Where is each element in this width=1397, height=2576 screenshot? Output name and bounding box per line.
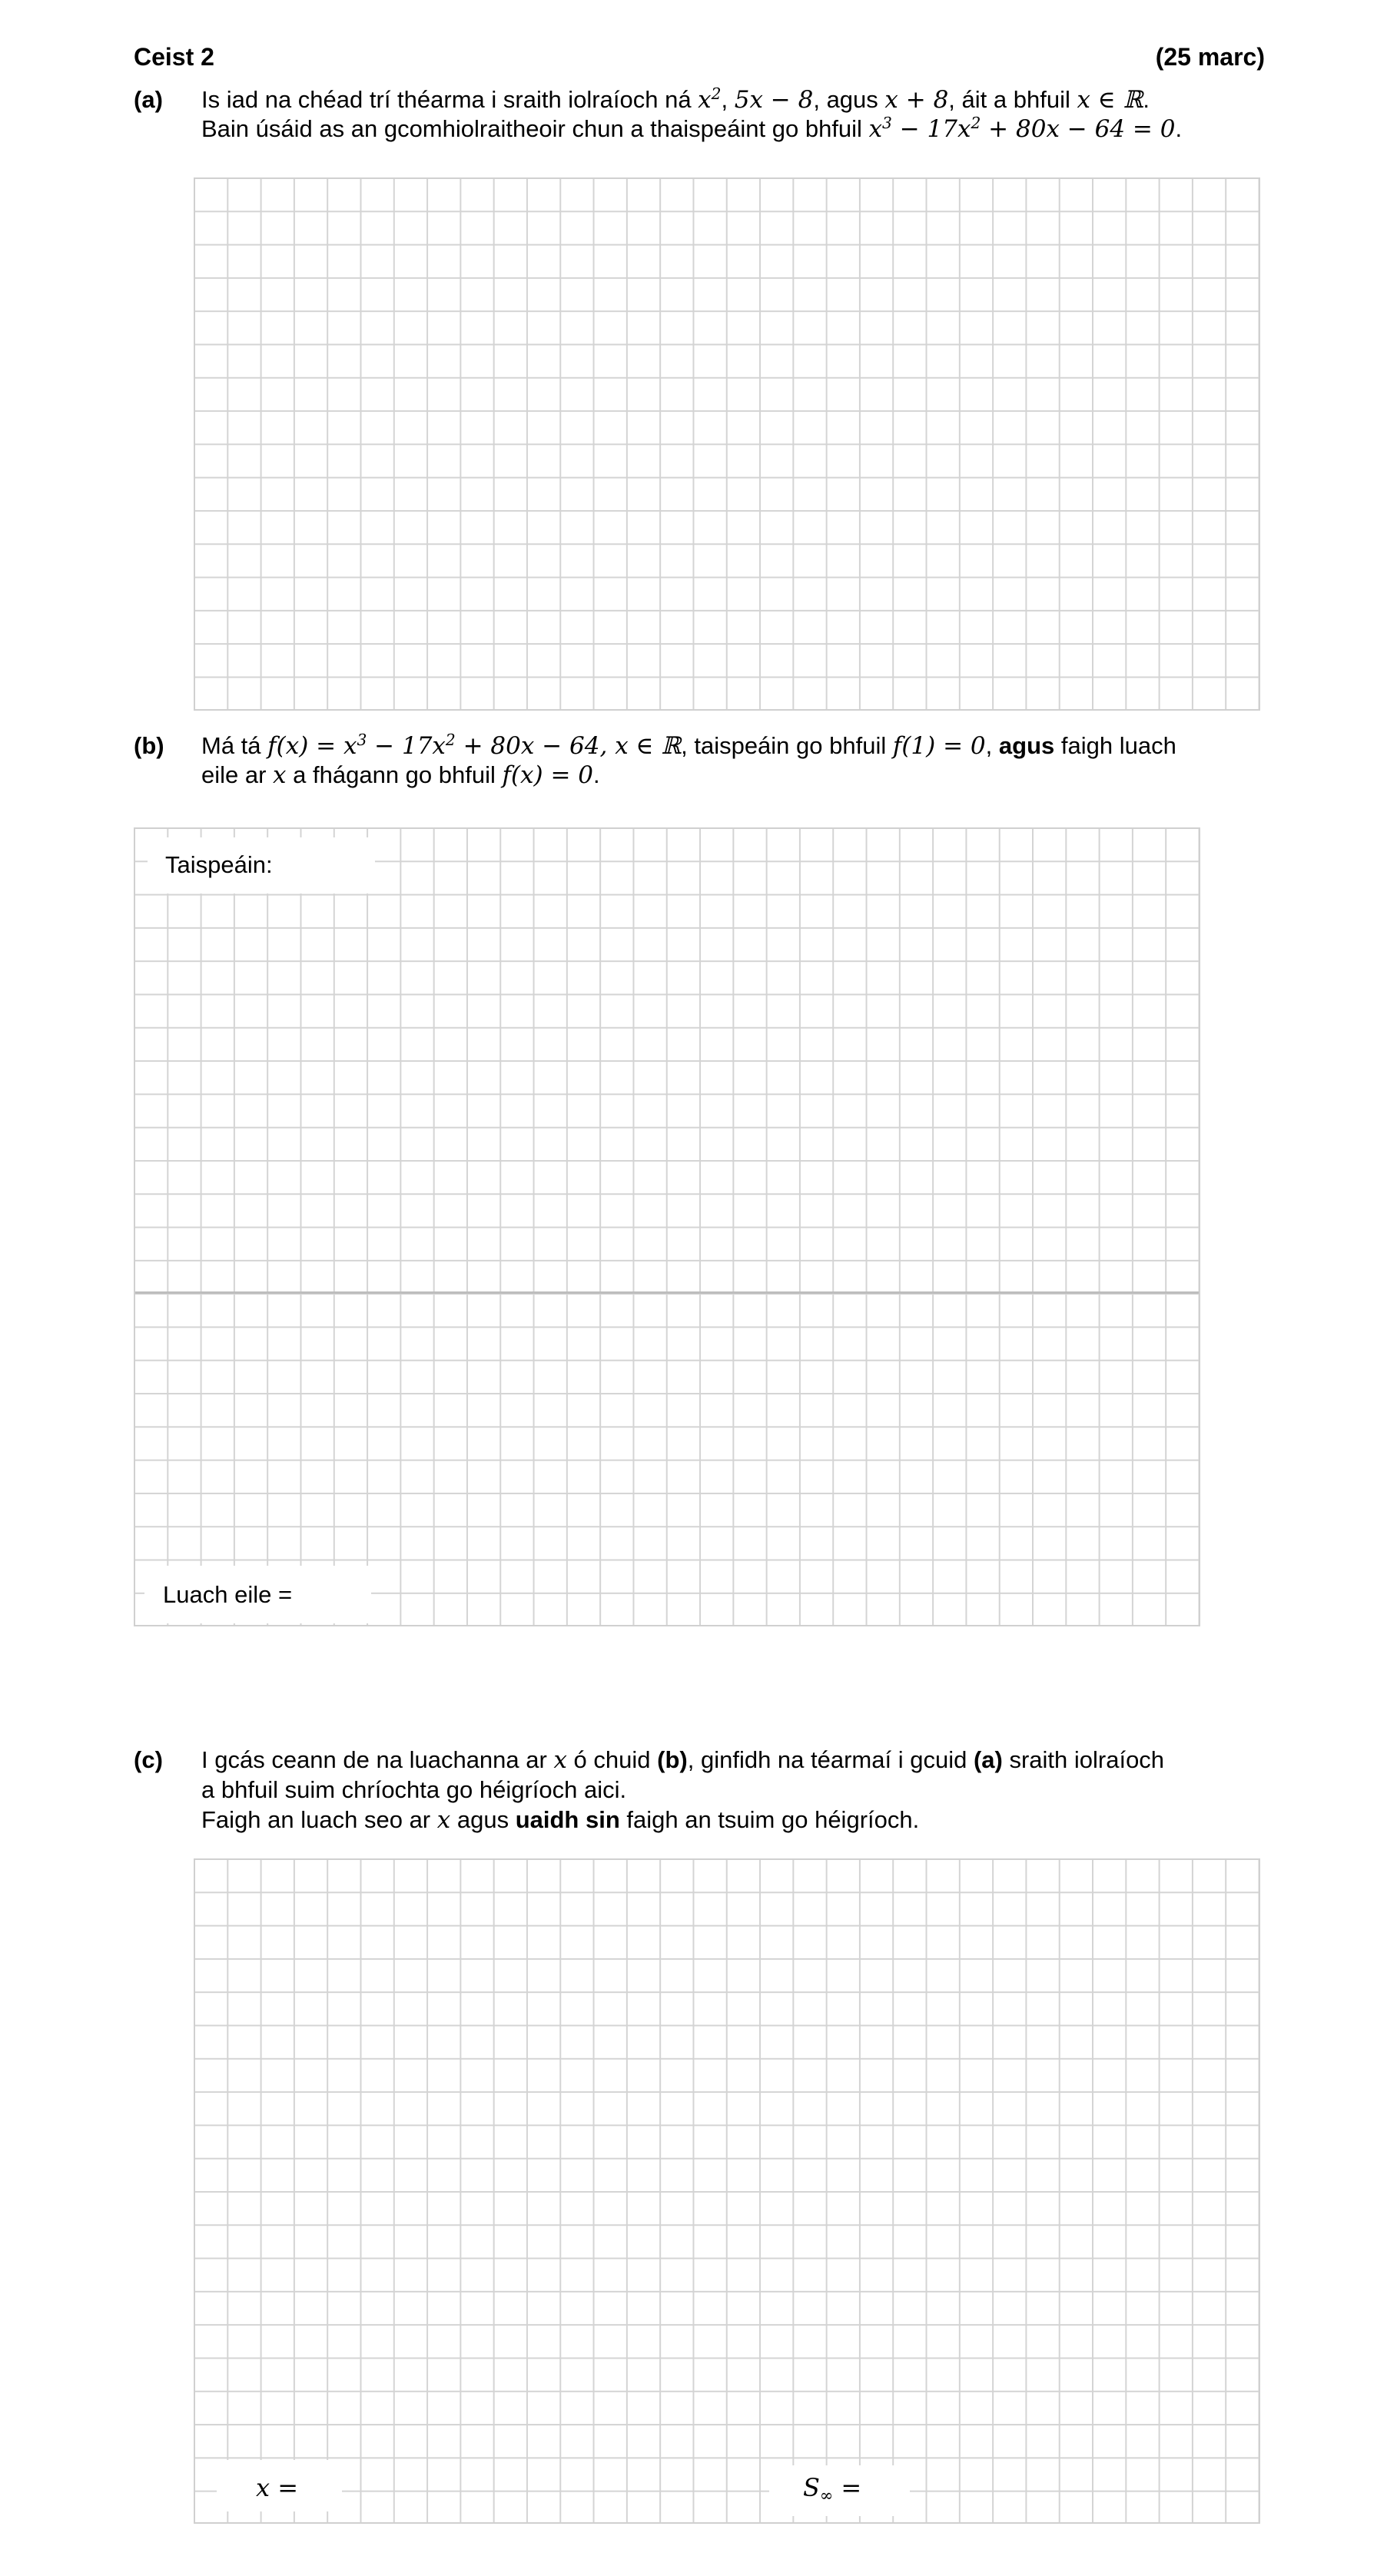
text-fragment: , taispeáin go bhfuil xyxy=(681,732,893,759)
sum-infinity-label: $S_\infty$ = xyxy=(803,2473,862,2505)
part-b-question-line-1 xyxy=(201,730,1176,760)
emphasis-uaidh-sin: uaidh sin xyxy=(515,1806,620,1833)
text-fragment: , áit a bhfuil xyxy=(948,86,1077,113)
part-a-question-line-1 xyxy=(201,84,1150,114)
part-a-label: (a) xyxy=(134,86,163,113)
other-value-label: Luach eile = xyxy=(163,1581,293,1608)
math-function-definition: $f(x) = x^3 - 17x^2 + 80x - 64$, x ∈ ℝ xyxy=(267,730,682,760)
math-cubic-equation: $x^3 - 17x^2 + 80x - 64 = 0$ xyxy=(868,113,1176,143)
text-fragment: faigh an tsuim go héigríoch. xyxy=(619,1806,920,1833)
ref-part-b: (b) xyxy=(657,1746,688,1773)
math-x-in-reals: x ∈ ℝ xyxy=(1077,86,1143,114)
math-f-of-1: f(1) = 0 xyxy=(892,732,986,760)
ref-part-a: (a) xyxy=(973,1746,1003,1773)
part-c-question-line-3 xyxy=(201,1808,919,1832)
text-fragment: , xyxy=(721,86,735,113)
part-c-label: (c) xyxy=(134,1746,163,1773)
text-fragment: Faigh an luach seo ar xyxy=(201,1806,437,1833)
text-fragment: sraith iolraíoch xyxy=(1002,1746,1165,1773)
answer-grid-part-a[interactable] xyxy=(194,177,1260,711)
text-fragment: Is iad na chéad trí théarma i sraith iolraíoch ná xyxy=(201,86,698,113)
part-b-label: (b) xyxy=(134,732,164,759)
answer-grid-part-c[interactable] xyxy=(194,1858,1260,2524)
show-label: Taispeáin: xyxy=(165,851,273,878)
part-a-question-line-2 xyxy=(201,113,1183,143)
emphasis-agus: agus xyxy=(998,732,1055,759)
part-b-question-line-2 xyxy=(201,763,600,787)
text-fragment: , xyxy=(985,732,999,759)
page-split-line xyxy=(135,1291,1199,1294)
math-x-squared: $x^2$ xyxy=(698,84,722,114)
text-fragment: , ginfidh na téarmaí i gcuid xyxy=(687,1746,974,1773)
answer-grid-part-b[interactable] xyxy=(134,827,1200,1626)
math-x-plus-8: x + 8 xyxy=(884,86,949,114)
part-c-question-line-2: a bhfuil suim chríochta go héigríoch aici. xyxy=(201,1776,627,1803)
text-fragment: a fhágann go bhfuil xyxy=(286,761,503,788)
text-fragment: eile ar xyxy=(201,761,274,788)
math-x: x xyxy=(273,761,287,789)
marks-label: (25 marc) xyxy=(1155,43,1265,71)
text-fragment: . xyxy=(1175,115,1183,142)
math-f-of-x: f(x) = 0 xyxy=(502,761,594,789)
math-x: x xyxy=(436,1806,451,1834)
text-fragment: faigh luach xyxy=(1054,732,1176,759)
math-x: x xyxy=(553,1746,567,1774)
text-fragment: Má tá xyxy=(201,732,268,759)
x-answer-label: x = xyxy=(256,2473,299,2502)
question-title: Ceist 2 xyxy=(134,43,214,71)
text-fragment: . xyxy=(593,761,600,788)
text-fragment: . xyxy=(1143,86,1150,113)
text-fragment: Bain úsáid as an gcomhiolraitheoir chun a thaispeáint go bhfuil xyxy=(201,115,869,142)
math-5x-minus-8: 5x − 8 xyxy=(734,86,814,114)
text-fragment: , agus xyxy=(813,86,885,113)
part-c-question-line-1 xyxy=(201,1748,1164,1772)
text-fragment: ó chuid xyxy=(566,1746,658,1773)
text-fragment: I gcás ceann de na luachanna ar xyxy=(201,1746,554,1773)
text-fragment: agus xyxy=(450,1806,516,1833)
